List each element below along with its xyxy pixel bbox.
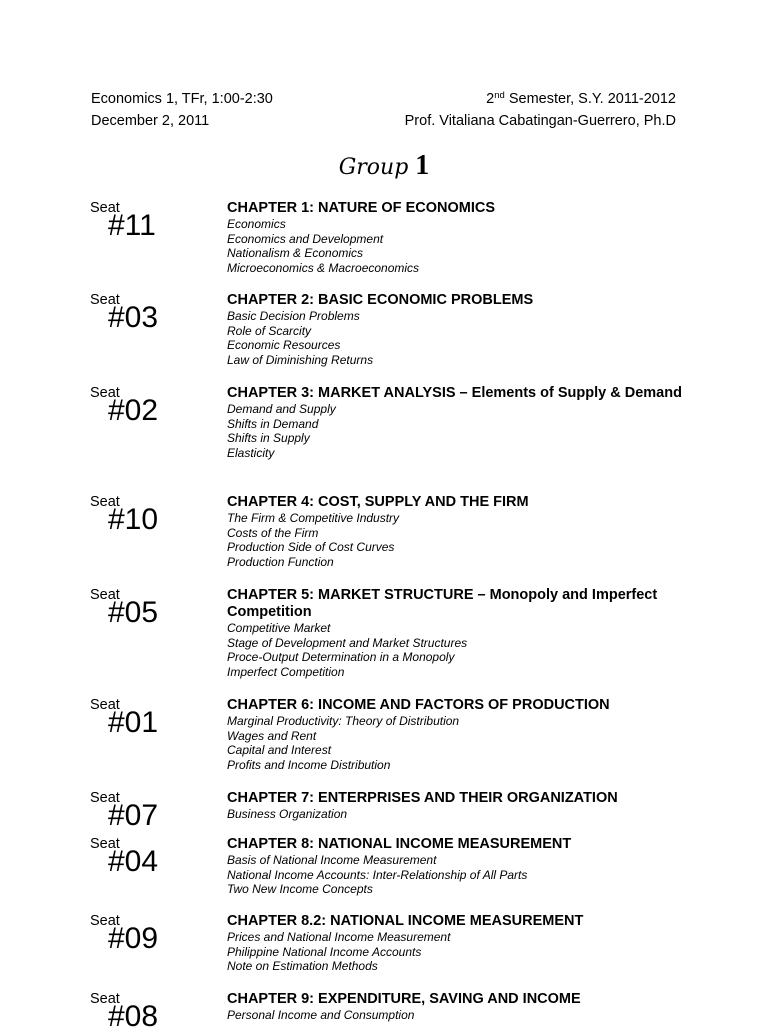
chapter-block	[227, 200, 687, 275]
chapter-title: CHAPTER 1: NATURE OF ECONOMICS	[227, 200, 495, 216]
chapter-block	[227, 292, 687, 367]
group-title	[0, 150, 768, 182]
chapter-block	[227, 836, 687, 897]
topic-item: Competitive Market	[227, 621, 331, 635]
seat-label: Seat	[90, 836, 120, 852]
topic-item: The Firm & Competitive Industry	[227, 511, 400, 525]
chapter-title: CHAPTER 3: MARKET ANALYSIS – Elements of Supply & Demand	[227, 385, 682, 401]
topic-item: Proce-Output Determination in a Monopoly	[227, 650, 455, 665]
header-row-1	[91, 89, 676, 111]
seat-label: Seat	[90, 385, 120, 401]
topic-item: Elasticity	[227, 445, 275, 460]
seat-label: Seat	[90, 587, 120, 603]
topic-item: Shifts in Demand	[227, 416, 319, 431]
topic-item: Capital and Interest	[227, 743, 332, 758]
seat-number: #08	[108, 1000, 159, 1033]
seat-label: Seat	[90, 697, 120, 713]
topic-list	[227, 1008, 687, 1023]
chapter-title: CHAPTER 4: COST, SUPPLY AND THE FIRM	[227, 494, 529, 510]
topic-item: Wages and Rent	[227, 728, 317, 743]
chapter-title: CHAPTER 9: EXPENDITURE, SAVING AND INCOME	[227, 991, 581, 1007]
topic-item: Microeconomics & Macroeconomics	[227, 260, 420, 275]
seat-label: Seat	[90, 292, 120, 308]
topic-item: Law of Diminishing Returns	[227, 352, 374, 367]
group-label: Group	[338, 155, 409, 180]
topic-item: National Income Accounts: Inter-Relationship of All Parts	[227, 867, 528, 882]
seat-label: Seat	[90, 913, 120, 929]
topic-list	[227, 217, 687, 275]
topic-item: Costs of the Firm	[227, 525, 319, 540]
topic-item: Economic Resources	[227, 338, 341, 353]
chapter-title: CHAPTER 2: BASIC ECONOMIC PROBLEMS	[227, 292, 534, 308]
topic-list	[227, 807, 687, 822]
chapter-title: CHAPTER 7: ENTERPRISES AND THEIR ORGANIZATION	[227, 790, 618, 806]
chapter-block	[227, 913, 687, 974]
seat-number: #03	[108, 301, 159, 334]
topic-list	[227, 714, 687, 772]
seat-number: #02	[108, 394, 159, 427]
seat-number: #01	[108, 706, 159, 739]
seat-number: #05	[108, 596, 159, 629]
seat-label: Seat	[90, 991, 120, 1007]
topic-item: Prices and National Income Measurement	[227, 930, 451, 944]
topic-item: Demand and Supply	[227, 402, 336, 416]
topic-item: Nationalism & Economics	[227, 246, 364, 261]
topic-list	[227, 853, 687, 897]
semester-ordinal-suffix: nd	[494, 90, 505, 101]
seat-number: #11	[108, 209, 156, 242]
topic-item: Role of Scarcity	[227, 323, 312, 338]
semester-ordinal: 2	[486, 91, 495, 107]
topic-item: Two New Income Concepts	[227, 882, 373, 897]
seat-number: #09	[108, 922, 159, 955]
topic-item: Shifts in Supply	[227, 431, 310, 446]
topic-list	[227, 309, 687, 367]
topic-list	[227, 402, 687, 460]
topic-item: Economics	[227, 217, 286, 231]
topic-item: Business Organization	[227, 807, 348, 821]
topic-item: Production Function	[227, 554, 334, 569]
chapter-title: CHAPTER 8.2: NATIONAL INCOME MEASUREMENT	[227, 913, 584, 929]
topic-item: Marginal Productivity: Theory of Distribution	[227, 714, 460, 728]
topic-list	[227, 930, 687, 974]
semester-text: Semester, S.Y. 2011-2012	[504, 91, 676, 107]
seat-number: #04	[108, 845, 159, 878]
topic-item: Stage of Development and Market Structures	[227, 635, 468, 650]
topic-item: Personal Income and Consumption	[227, 1008, 415, 1022]
document-header	[91, 89, 676, 131]
seat-label: Seat	[90, 790, 120, 806]
date-text: December 2, 2011	[91, 113, 210, 129]
topic-item: Basic Decision Problems	[227, 309, 360, 323]
topic-item: Profits and Income Distribution	[227, 757, 391, 772]
course-info: Economics 1, TFr, 1:00-2:30	[91, 91, 273, 107]
chapter-block	[227, 385, 687, 460]
chapter-block	[227, 991, 687, 1023]
chapter-title: CHAPTER 6: INCOME AND FACTORS OF PRODUCTION	[227, 697, 610, 713]
topic-item: Basis of National Income Measurement	[227, 853, 437, 867]
professor-name: Prof. Vitaliana Cabatingan-Guerrero, Ph.D	[404, 113, 676, 129]
semester-info	[486, 89, 676, 111]
chapter-block	[227, 494, 687, 569]
chapter-title: CHAPTER 5: MARKET STRUCTURE – Monopoly and Imperfect Competition	[227, 587, 658, 620]
topic-item: Note on Estimation Methods	[227, 959, 378, 974]
header-row-2	[91, 111, 676, 131]
topic-item: Imperfect Competition	[227, 664, 345, 679]
chapter-block	[227, 790, 687, 822]
chapter-title: CHAPTER 8: NATIONAL INCOME MEASUREMENT	[227, 836, 572, 852]
topic-list	[227, 511, 687, 569]
chapter-block	[227, 587, 687, 679]
topic-item: Production Side of Cost Curves	[227, 540, 395, 555]
chapter-block	[227, 697, 687, 772]
topic-item: Philippine National Income Accounts	[227, 944, 422, 959]
topic-list	[227, 621, 687, 679]
topic-item: Economics and Development	[227, 231, 384, 246]
seat-number: #10	[108, 503, 159, 536]
seat-label: Seat	[90, 200, 120, 216]
seat-label: Seat	[90, 494, 120, 510]
group-number: 1	[415, 150, 430, 181]
seat-number: #07	[108, 799, 159, 832]
